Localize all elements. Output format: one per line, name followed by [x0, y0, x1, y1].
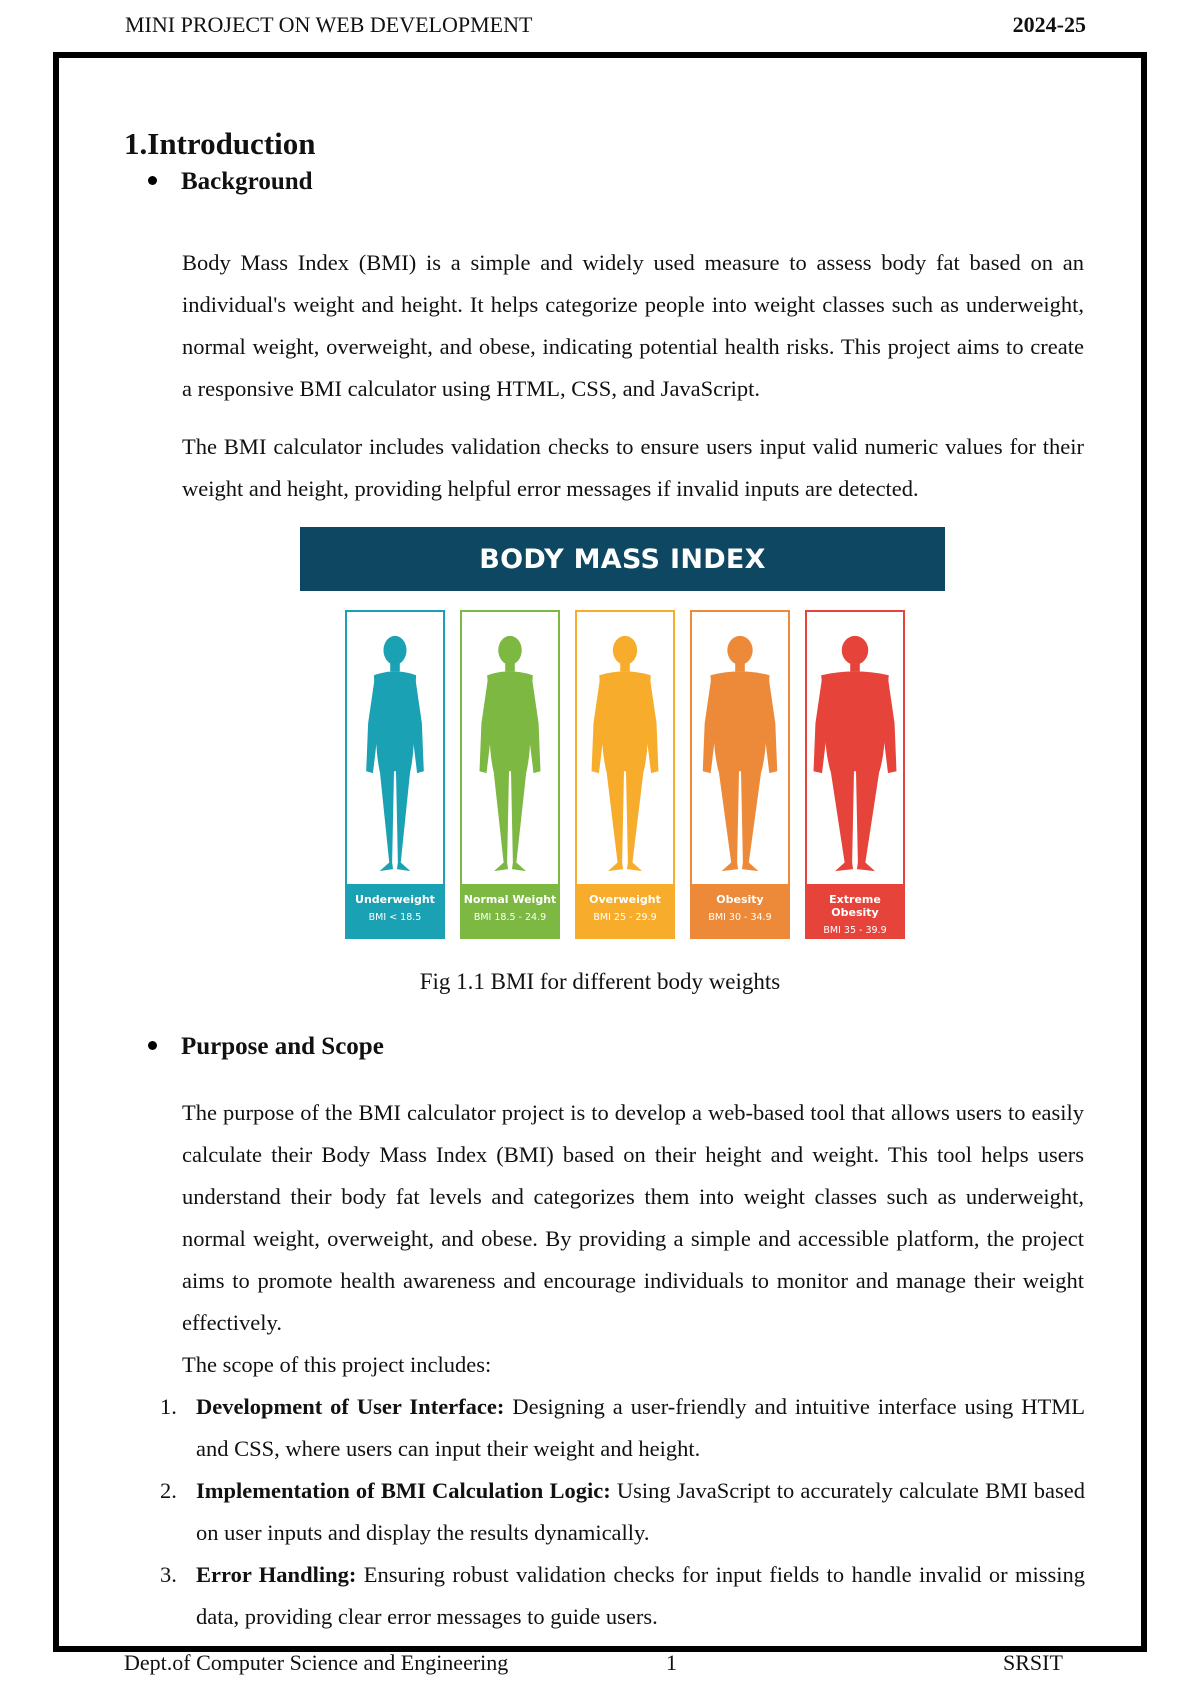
right-leg-shape [511, 769, 527, 871]
figure-caption: Fig 1.1 BMI for different body weights [419, 969, 781, 994]
head-shape [727, 636, 752, 665]
head-shape [842, 636, 868, 665]
bmi-card-label [577, 884, 673, 937]
list-item [160, 1470, 1085, 1554]
body-figure-icon [462, 622, 558, 884]
bmi-card-underweight [345, 610, 445, 939]
bmi-category: Normal Weight [463, 893, 557, 906]
bmi-card-overweight [575, 610, 675, 939]
left-leg-shape [718, 769, 739, 871]
list-item-title: Development of User Interface: [196, 1394, 505, 1419]
bmi-card-obesity [690, 610, 790, 939]
bmi-figure [300, 527, 945, 939]
list-item-text: Using JavaScript to accurately calculate BMI based on user inputs and display the results dynamically. [196, 1478, 1085, 1545]
list-item-title: Implementation of BMI Calculation Logic: [196, 1478, 611, 1503]
footer-page-number: 1 [666, 1650, 677, 1675]
header-year: 2024-25 [1012, 12, 1086, 37]
list-item [160, 1386, 1085, 1470]
neck-shape [390, 662, 400, 672]
left-leg-shape [606, 769, 624, 871]
section-title: 1.Introduction [124, 126, 316, 161]
footer-institute: SRSIT [1003, 1650, 1063, 1675]
purpose-heading: Purpose and Scope [148, 1033, 384, 1061]
body-figure-icon [577, 622, 673, 884]
right-leg-shape [741, 769, 762, 871]
right-leg-shape [856, 769, 880, 871]
head-shape [613, 636, 637, 665]
bmi-range: BMI < 18.5 [368, 912, 422, 923]
bmi-category: Underweight [355, 893, 435, 906]
left-leg-shape [493, 769, 509, 871]
left-leg-shape [830, 769, 854, 871]
background-heading: Background [148, 168, 313, 196]
right-leg-shape [626, 769, 644, 871]
scope-intro: The scope of this project includes: [182, 1352, 492, 1377]
list-item [160, 1554, 1085, 1638]
list-number: 2. [160, 1478, 177, 1503]
bmi-card-extreme-obesity [805, 610, 905, 939]
list-number: 1. [160, 1394, 177, 1419]
bmi-category: Extreme Obesity [829, 893, 881, 919]
purpose-paragraph: The purpose of the BMI calculator project is to develop a web-based tool that allows users to easily calculate their Body Mass Index (BMI) based on their height and weight. This tool helps users understand their body fat levels and categorizes them into weight classes such as underweight, normal weight, overweight, and obese. By providing a simple and accessible platform, the project aims to promote health awareness and encourage individuals to monitor and manage their weight effectively. [182, 1100, 1084, 1335]
bmi-card-normal [460, 610, 560, 939]
body-figure-icon [807, 622, 903, 884]
neck-shape [735, 662, 745, 672]
neck-shape [620, 662, 630, 672]
bmi-card-label [692, 884, 788, 937]
neck-shape [505, 662, 515, 672]
footer-department: Dept.of Computer Science and Engineering [124, 1650, 509, 1675]
head-shape [498, 636, 522, 665]
list-item-text: Ensuring robust validation checks for input fields to handle invalid or missing data, providing clear error messages to guide users. [196, 1562, 1085, 1629]
neck-shape [850, 662, 860, 672]
bmi-card-label [347, 884, 443, 937]
scope-list [160, 1386, 1085, 1638]
bmi-card-label [807, 884, 903, 937]
body-figure-icon [692, 622, 788, 884]
background-paragraph-1: Body Mass Index (BMI) is a simple and widely used measure to assess body fat based on an individual's weight and height. It helps categorize people into weight classes such as underweight, normal weight, overweight, and obese, indicating potential health risks. This project aims to create a responsive BMI calculator using HTML, CSS, and JavaScript. [182, 250, 1084, 401]
list-item-text: Designing a user-friendly and intuitive interface using HTML and CSS, where users can input their weight and height. [196, 1394, 1085, 1461]
bmi-range: BMI 25 - 29.9 [593, 912, 657, 923]
bmi-range: BMI 18.5 - 24.9 [473, 912, 547, 923]
bmi-range: BMI 35 - 39.9 [823, 925, 887, 936]
bmi-range: BMI 30 - 34.9 [708, 912, 772, 923]
header-title: MINI PROJECT ON WEB DEVELOPMENT [125, 12, 533, 37]
list-item-title: Error Handling: [196, 1562, 357, 1587]
list-number: 3. [160, 1562, 177, 1587]
left-leg-shape [380, 769, 394, 871]
bmi-category: Obesity [716, 893, 764, 906]
body-figure-icon [347, 622, 443, 884]
bmi-category: Overweight [589, 893, 661, 906]
figure-banner: BODY MASS INDEX [300, 527, 945, 591]
background-paragraph-2: The BMI calculator includes validation checks to ensure users input valid numeric values for their weight and height, providing helpful error messages if invalid inputs are detected. [182, 434, 1084, 501]
bmi-card-label [462, 884, 558, 937]
head-shape [383, 636, 406, 665]
right-leg-shape [396, 769, 410, 871]
